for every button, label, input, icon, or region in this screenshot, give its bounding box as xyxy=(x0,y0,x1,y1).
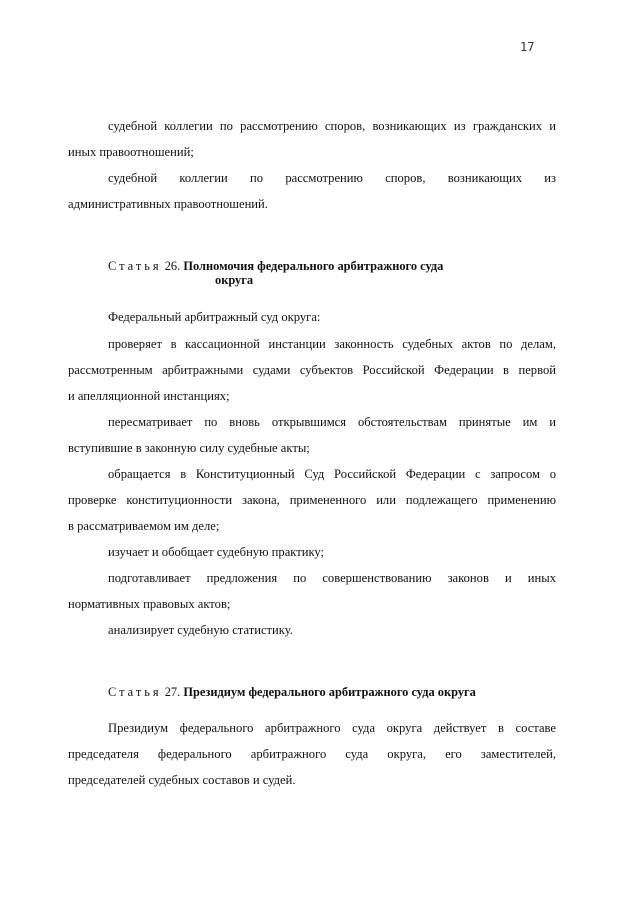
paragraph-line: председателя федерального арбитражного суда округа, его заместителей, xyxy=(68,747,556,761)
paragraph-line: судебной коллегии по рассмотрению споров, возникающих из xyxy=(108,171,556,185)
article-title: Полномочия федерального арбитражного суда xyxy=(183,259,444,273)
article-number: 27. xyxy=(164,685,181,699)
list-item-line: пересматривает по вновь открывшимся обстоятельствам принятые им и xyxy=(108,415,556,429)
paragraph-line: Президиум федерального арбитражного суда округа действует в составе xyxy=(108,721,556,735)
list-item-line: изучает и обобщает судебную практику; xyxy=(108,545,325,559)
article-intro: Федеральный арбитражный суд округа: xyxy=(108,310,321,324)
list-item-line: анализирует судебную статистику. xyxy=(108,623,293,637)
paragraph-line: председателей судебных составов и судей. xyxy=(68,773,296,787)
page-number: 17 xyxy=(520,40,535,54)
article-27-heading xyxy=(108,684,476,700)
paragraph-line: административных правоотношений. xyxy=(68,197,268,211)
list-item-line: и апелляционной инстанциях; xyxy=(68,389,230,403)
article-26-heading xyxy=(108,258,443,274)
article-label: Статья xyxy=(108,259,162,273)
article-label: Статья xyxy=(108,685,162,699)
list-item-line: нормативных правовых актов; xyxy=(68,597,231,611)
article-title-continuation: округа xyxy=(215,273,254,287)
list-item-line: проверяет в кассационной инстанции законность судебных актов по делам, xyxy=(108,337,556,351)
paragraph-line: судебной коллегии по рассмотрению споров, возникающих из гражданских и xyxy=(108,119,556,133)
list-item-line: проверке конституционности закона, примененного или подлежащего применению xyxy=(68,493,556,507)
paragraph-line: иных правоотношений; xyxy=(68,145,194,159)
article-title: Президиум федерального арбитражного суда округа xyxy=(183,685,476,699)
list-item-line: подготавливает предложения по совершенствованию законов и иных xyxy=(108,571,556,585)
list-item-line: обращается в Конституционный Суд Российской Федерации с запросом о xyxy=(108,467,556,481)
list-item-line: рассмотренным арбитражными судами субъектов Российской Федерации в первой xyxy=(68,363,556,377)
article-number: 26. xyxy=(164,259,181,273)
list-item-line: вступившие в законную силу судебные акты; xyxy=(68,441,310,455)
list-item-line: в рассматриваемом им деле; xyxy=(68,519,220,533)
